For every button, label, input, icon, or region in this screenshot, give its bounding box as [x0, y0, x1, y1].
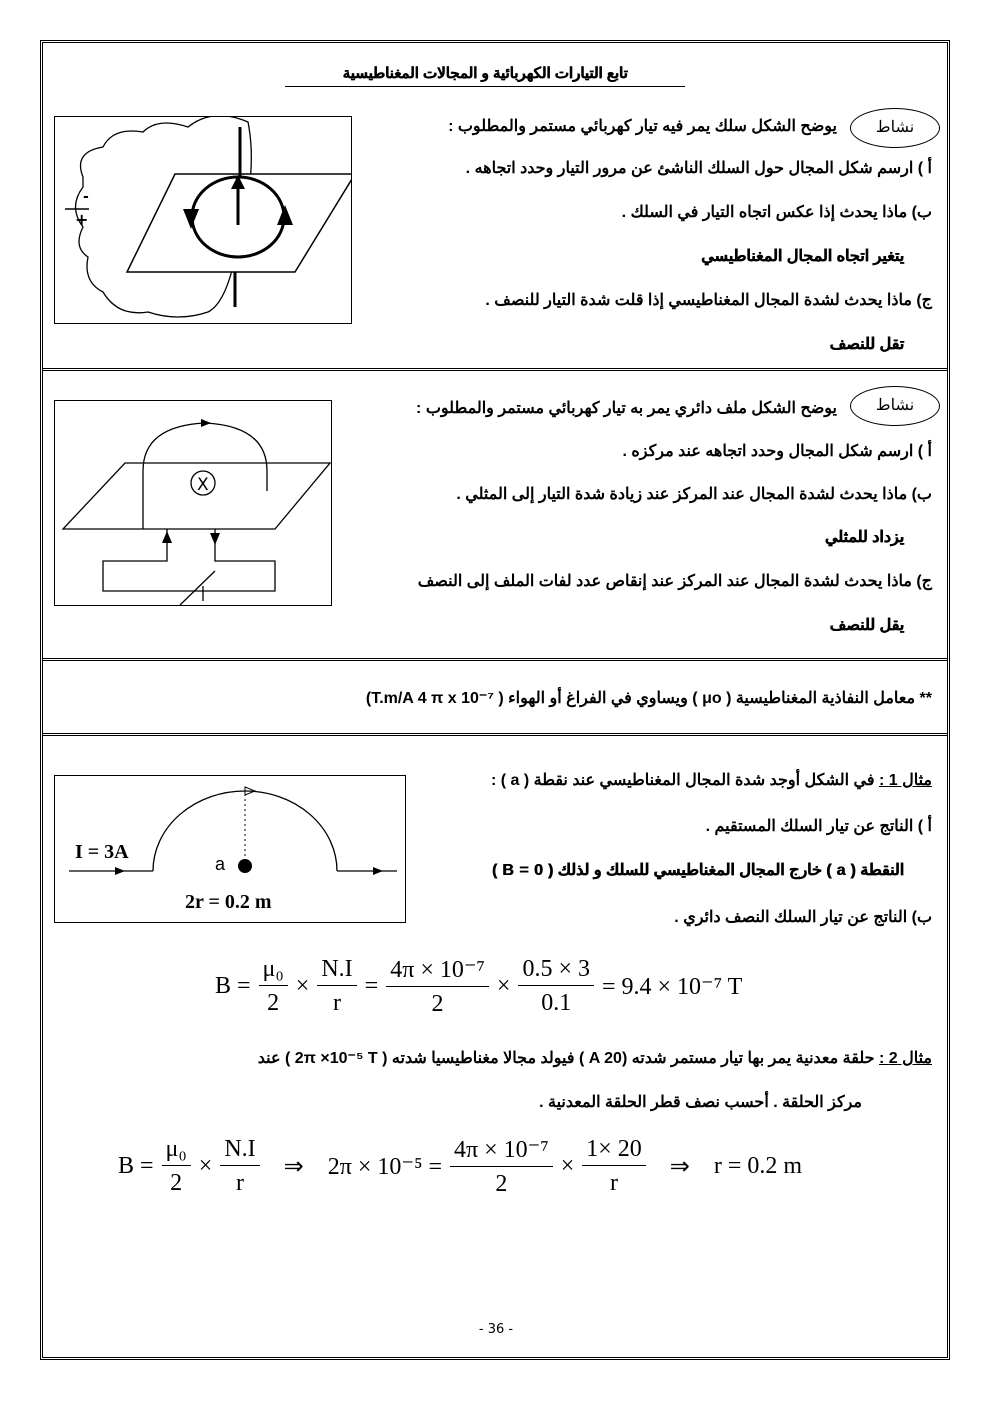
semicircle-wire-figure [54, 775, 406, 923]
battery-plus-label: + [75, 210, 89, 229]
numerator: μ₀ [162, 1136, 191, 1166]
implies-arrow: ⇒ [669, 1154, 690, 1180]
current-label: I = 3A [75, 841, 129, 863]
fraction [386, 955, 489, 1018]
formula-term: B = [118, 1153, 154, 1179]
activity-badge: نشاط [850, 386, 940, 426]
activity2-question-c: ج) ماذا يحدث لشدة المجال عند المركز عند إنقاص عدد لفات الملف إلى النصف [417, 573, 932, 590]
fraction [259, 956, 288, 1017]
implies-arrow: ⇒ [283, 1154, 304, 1180]
wire-diagram [55, 117, 351, 323]
numerator: μ₀ [259, 956, 288, 986]
example1-formula [215, 955, 742, 1018]
formula-term: = [364, 973, 379, 999]
coil-diagram [55, 401, 331, 605]
formula-term: × [198, 1153, 213, 1179]
numerator: 0.5 × 3 [518, 956, 594, 986]
numerator: 1× 20 [582, 1136, 646, 1166]
formula-term: B = [215, 973, 251, 999]
formula-result: = 9.4 × 10⁻⁷ T [601, 974, 743, 1000]
example2-formula [118, 1135, 802, 1198]
activity1-answer-c: تقل للنصف [829, 336, 904, 353]
fraction [317, 956, 356, 1017]
fraction [162, 1136, 191, 1197]
coil-figure [54, 400, 332, 606]
permeability-note: ** معامل النفاذية المغناطيسية ( μo ) ويساوي في الفراغ أو الهواء ( T.m/A 4 π x 10⁻⁷) [365, 690, 932, 707]
activity1-question-c: ج) ماذا يحدث لشدة المجال المغناطيسي إذا قلت شدة التيار للنصف . [485, 292, 932, 309]
activity1-intro: يوضح الشكل سلك يمر فيه تيار كهربائي مستمر والمطلوب : [448, 118, 837, 135]
diameter-label: 2r = 0.2 m [185, 891, 272, 913]
fraction [450, 1135, 553, 1198]
example1-answer-a: النقطة ( a ) خارج المجال المغناطيسي للسلك و لذلك ( B = 0 ) [491, 862, 904, 879]
example1-part-a: أ ) الناتج عن تيار السلك المستقيم . [705, 818, 932, 835]
denominator: 2 [495, 1171, 508, 1197]
denominator: 2 [170, 1170, 183, 1196]
semicircle-diagram [55, 776, 405, 922]
page-number: - 36 - [478, 1322, 514, 1337]
example1-question [491, 770, 932, 790]
fraction [220, 1136, 259, 1197]
denominator: 0.1 [541, 990, 572, 1016]
example1-label: مثال 1 : [878, 772, 932, 789]
activity1-question-b: ب) ماذا يحدث إذا عكس اتجاه التيار في السلك . [621, 204, 932, 221]
formula-term: × [295, 973, 310, 999]
battery-minus-label: - [83, 189, 89, 205]
formula-term: × [560, 1153, 575, 1179]
activity2-question-b: ب) ماذا يحدث لشدة المجال عند المركز عند زيادة شدة التيار إلى المثلي . [456, 486, 932, 503]
example1-part-b: ب) الناتج عن تيار السلك النصف دائري . [674, 909, 932, 926]
activity2-intro: يوضح الشكل ملف دائري يمر به تيار كهربائي مستمر والمطلوب : [416, 400, 837, 417]
activity1-answer-b: يتغير اتجاه المجال المغناطيسي [700, 248, 904, 265]
example2-question [258, 1048, 932, 1068]
numerator: 4π × 10⁻⁷ [386, 955, 489, 987]
activity1-question-a: أ ) ارسم شكل المجال حول السلك الناشئ عن مرور التيار وحدد اتجاهه . [465, 160, 932, 177]
example2-label: مثال 2 : [878, 1050, 932, 1067]
divider [42, 733, 948, 740]
into-page-symbol: X [197, 475, 209, 495]
denominator: r [332, 990, 341, 1016]
denominator: 2 [431, 991, 444, 1017]
wire-field-figure [54, 116, 352, 324]
fraction [582, 1136, 646, 1197]
example2-text: حلقة معدنية يمر بها تيار مستمر شدته (A 20 ) فيولد مجالا مغناطيسيا شدته ( 2π ×10⁻⁵ T ) عند [257, 1050, 875, 1067]
denominator: 2 [267, 990, 280, 1016]
activity2-answer-b: يزداد للمثلي [824, 529, 904, 546]
example1-text: في الشكل أوجد شدة المجال المغناطيسي عند نقطة ( a ) : [490, 772, 875, 789]
example2-text-line2: مركز الحلقة . أحسب نصف قطر الحلقة المعدنية . [539, 1094, 862, 1111]
activity2-question-a: أ ) ارسم شكل المجال وحدد اتجاهه عند مركزه . [622, 443, 932, 460]
formula-term: 2π × 10⁻⁵ = [327, 1154, 442, 1180]
formula-term: × [496, 973, 511, 999]
numerator: N.I [317, 956, 356, 986]
denominator: r [610, 1170, 618, 1196]
numerator: N.I [220, 1136, 259, 1166]
activity2-answer-c: يقل للنصف [829, 617, 904, 634]
divider [42, 658, 948, 665]
fraction [518, 956, 594, 1017]
activity-badge: نشاط [850, 108, 940, 148]
formula-result: r = 0.2 m [713, 1153, 803, 1179]
numerator: 4π × 10⁻⁷ [450, 1135, 553, 1167]
page-title: تابع التيارات الكهربائية و المجالات المغناطيسية [285, 64, 685, 87]
denominator: r [235, 1170, 244, 1196]
point-label: a [215, 854, 226, 874]
divider [42, 368, 948, 375]
